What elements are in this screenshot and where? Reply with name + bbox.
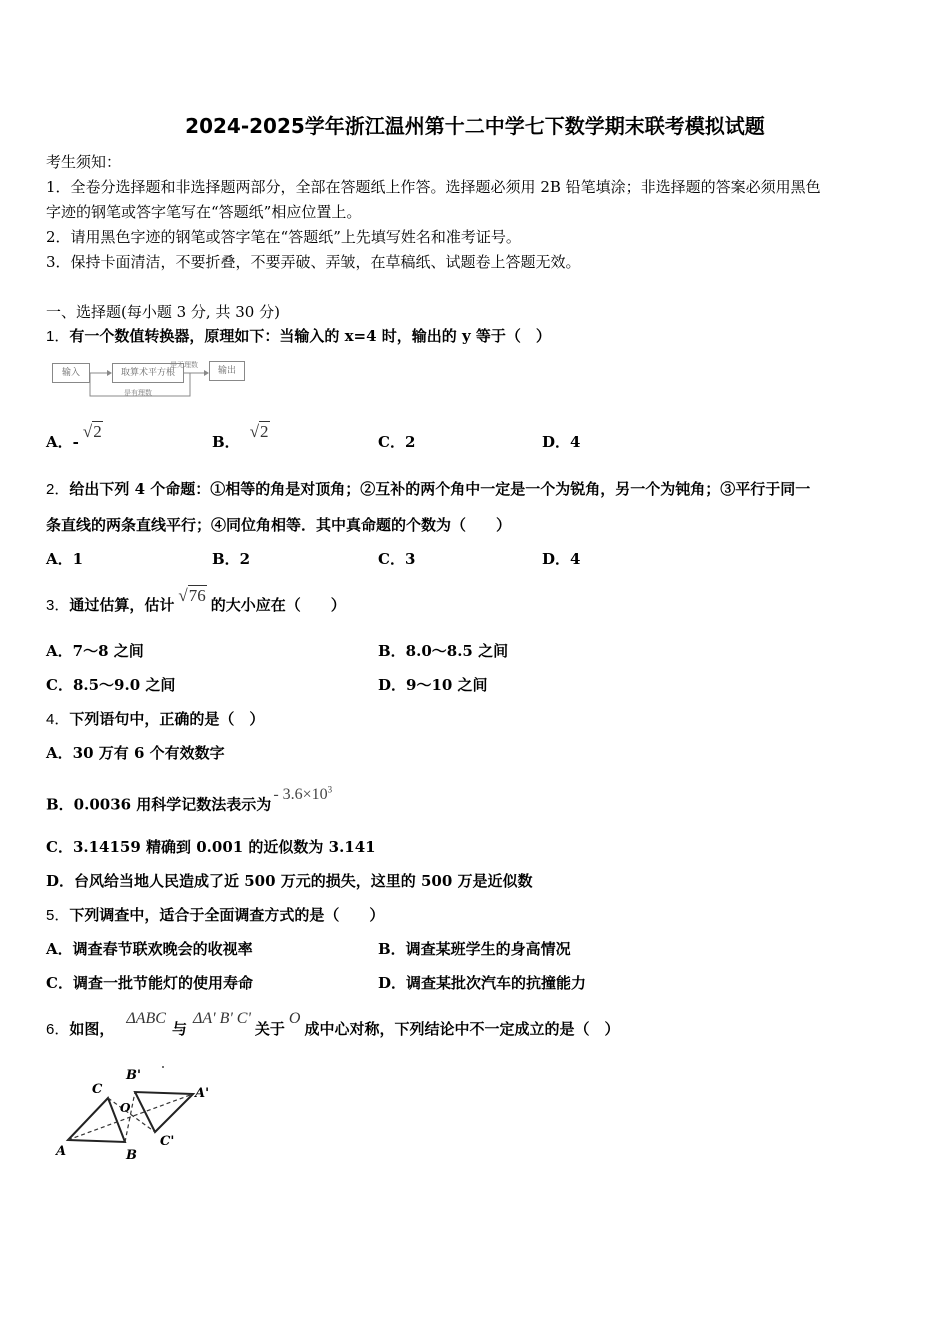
- question-2-line-1: [46, 479, 810, 500]
- q1-option-c: C．2: [378, 433, 416, 451]
- q5-option-b: B．调查某班学生的身高情况: [378, 940, 571, 958]
- flow-loop-label: 是有理数: [124, 389, 152, 397]
- q2-option-d: D．4: [542, 550, 581, 568]
- q2-option-a: A．1: [46, 550, 84, 568]
- q6-figure: [50, 1060, 230, 1170]
- question-number: 1．: [46, 328, 70, 345]
- flow-yes-label: 是无理数: [170, 361, 198, 369]
- question-number: 3．: [46, 597, 70, 614]
- flow-process-box: 取算术平方根: [112, 363, 184, 383]
- option-text: B．0.0036 用科学记数法表示为: [46, 795, 272, 814]
- q4-option-a: A．30 万有 6 个有效数字: [46, 744, 225, 762]
- q1-option-a: [46, 422, 103, 452]
- question-number: 6．: [46, 1021, 70, 1038]
- sqrt-expression: √76: [178, 586, 206, 605]
- notice-line-3: 3．保持卡面清洁，不要折叠，不要弄破、弄皱，在草稿纸、试题卷上答题无效。: [46, 253, 581, 271]
- label-a-prime: A': [195, 1086, 210, 1101]
- question-5: [46, 905, 384, 926]
- radicand: 2: [93, 422, 102, 441]
- section-heading: 一、选择题(每小题 3 分, 共 30 分): [46, 303, 280, 321]
- sqrt-expression: √2: [249, 422, 269, 441]
- notice-line-1b: 字迹的钢笔或答字笔写在“答题纸”相应位置上。: [46, 203, 362, 221]
- page-title: 2024-2025学年浙江温州第十二中学七下数学期末联考模拟试题: [185, 114, 765, 138]
- option-label: B．: [212, 433, 240, 451]
- question-text: 有一个数值转换器，原理如下：当输入的 x=4 时，输出的 y 等于（ ）: [69, 327, 551, 345]
- triangle-abc: ΔABC: [126, 1010, 166, 1027]
- question-text-pre: 通过估算，估计: [69, 596, 175, 614]
- question-text: 下列语句中，正确的是（ ）: [69, 710, 265, 728]
- question-number: 2．: [46, 481, 70, 498]
- question-text-post: 的大小应在（ ）: [210, 596, 346, 614]
- question-text-pre: 如图，: [69, 1020, 115, 1038]
- q5-option-d: D．调查某批次汽车的抗撞能力: [378, 974, 587, 992]
- q2-option-b: B．2: [212, 550, 251, 568]
- q1-option-b: [212, 422, 270, 452]
- question-2-line-2: 条直线的两条直线平行；④同位角相等．其中真命题的个数为（ ）: [46, 516, 512, 534]
- question-6: [46, 1010, 620, 1040]
- notice-line-1a: 1．全卷分选择题和非选择题两部分，全部在答题纸上作答。选择题必须用 2B 铅笔填涂；非选择题的答案必须用黑色: [46, 178, 821, 196]
- q3-option-a: A．7～8 之间: [46, 642, 144, 660]
- label-b: B: [126, 1148, 137, 1163]
- q5-option-c: C．调查一批节能灯的使用寿命: [46, 974, 253, 992]
- label-c-prime: C': [160, 1134, 175, 1149]
- triangle-a2b2c2: ΔA' B' C': [192, 1010, 251, 1027]
- flow-output-box: 输出: [209, 361, 245, 381]
- label-a: A: [56, 1144, 67, 1159]
- question-3: [46, 586, 346, 616]
- question-1: [46, 326, 551, 347]
- q5-option-a: A．调查春节联欢晚会的收视率: [46, 940, 253, 958]
- q4-option-c: C．3.14159 精确到 0.001 的近似数为 3.141: [46, 838, 376, 856]
- scientific-notation: [273, 786, 332, 803]
- q3-option-c: C．8.5～9.0 之间: [46, 676, 176, 694]
- question-number: 5．: [46, 907, 70, 924]
- exponent: 3: [327, 785, 333, 795]
- label-b-prime: B': [126, 1068, 141, 1083]
- q1-option-d: D．4: [542, 433, 581, 451]
- notice-line-2: 2．请用黑色字迹的钢笔或答字笔在“答题纸”上先填写姓名和准考证号。: [46, 228, 521, 246]
- sqrt-expression: √2: [82, 422, 102, 441]
- q2-option-c: C．3: [378, 550, 416, 568]
- flow-input-box: 输入: [52, 363, 90, 383]
- question-number: 4．: [46, 711, 70, 728]
- radicand: 2: [260, 422, 269, 441]
- radicand: 76: [188, 586, 206, 605]
- question-text-mid2: 关于: [254, 1020, 285, 1038]
- q3-option-b: B．8.0～8.5 之间: [378, 642, 509, 660]
- question-text: 下列调查中，适合于全面调查方式的是（ ）: [69, 906, 385, 924]
- question-4: [46, 709, 264, 730]
- question-text-post: 成中心对称，下列结论中不一定成立的是（ ）: [304, 1020, 620, 1038]
- question-text: 给出下列 4 个命题：①相等的角是对顶角；②互补的两个角中一定是一个为锐角，另一个为钝角；③平行于同一: [69, 480, 811, 498]
- label-o: O: [120, 1101, 131, 1115]
- center-o: O: [288, 1010, 301, 1027]
- label-c: C: [92, 1082, 103, 1097]
- mantissa: - 3.6×10: [273, 786, 328, 804]
- question-text-mid1: 与: [171, 1020, 187, 1038]
- q4-option-d: D．台风给当地人民造成了近 500 万元的损失，这里的 500 万是近似数: [46, 872, 533, 890]
- notice-heading: 考生须知：: [46, 153, 122, 171]
- q3-option-d: D．9～10 之间: [378, 676, 488, 694]
- q4-option-b: [46, 785, 333, 815]
- flowchart: [50, 358, 250, 400]
- option-label: A．-: [46, 433, 79, 451]
